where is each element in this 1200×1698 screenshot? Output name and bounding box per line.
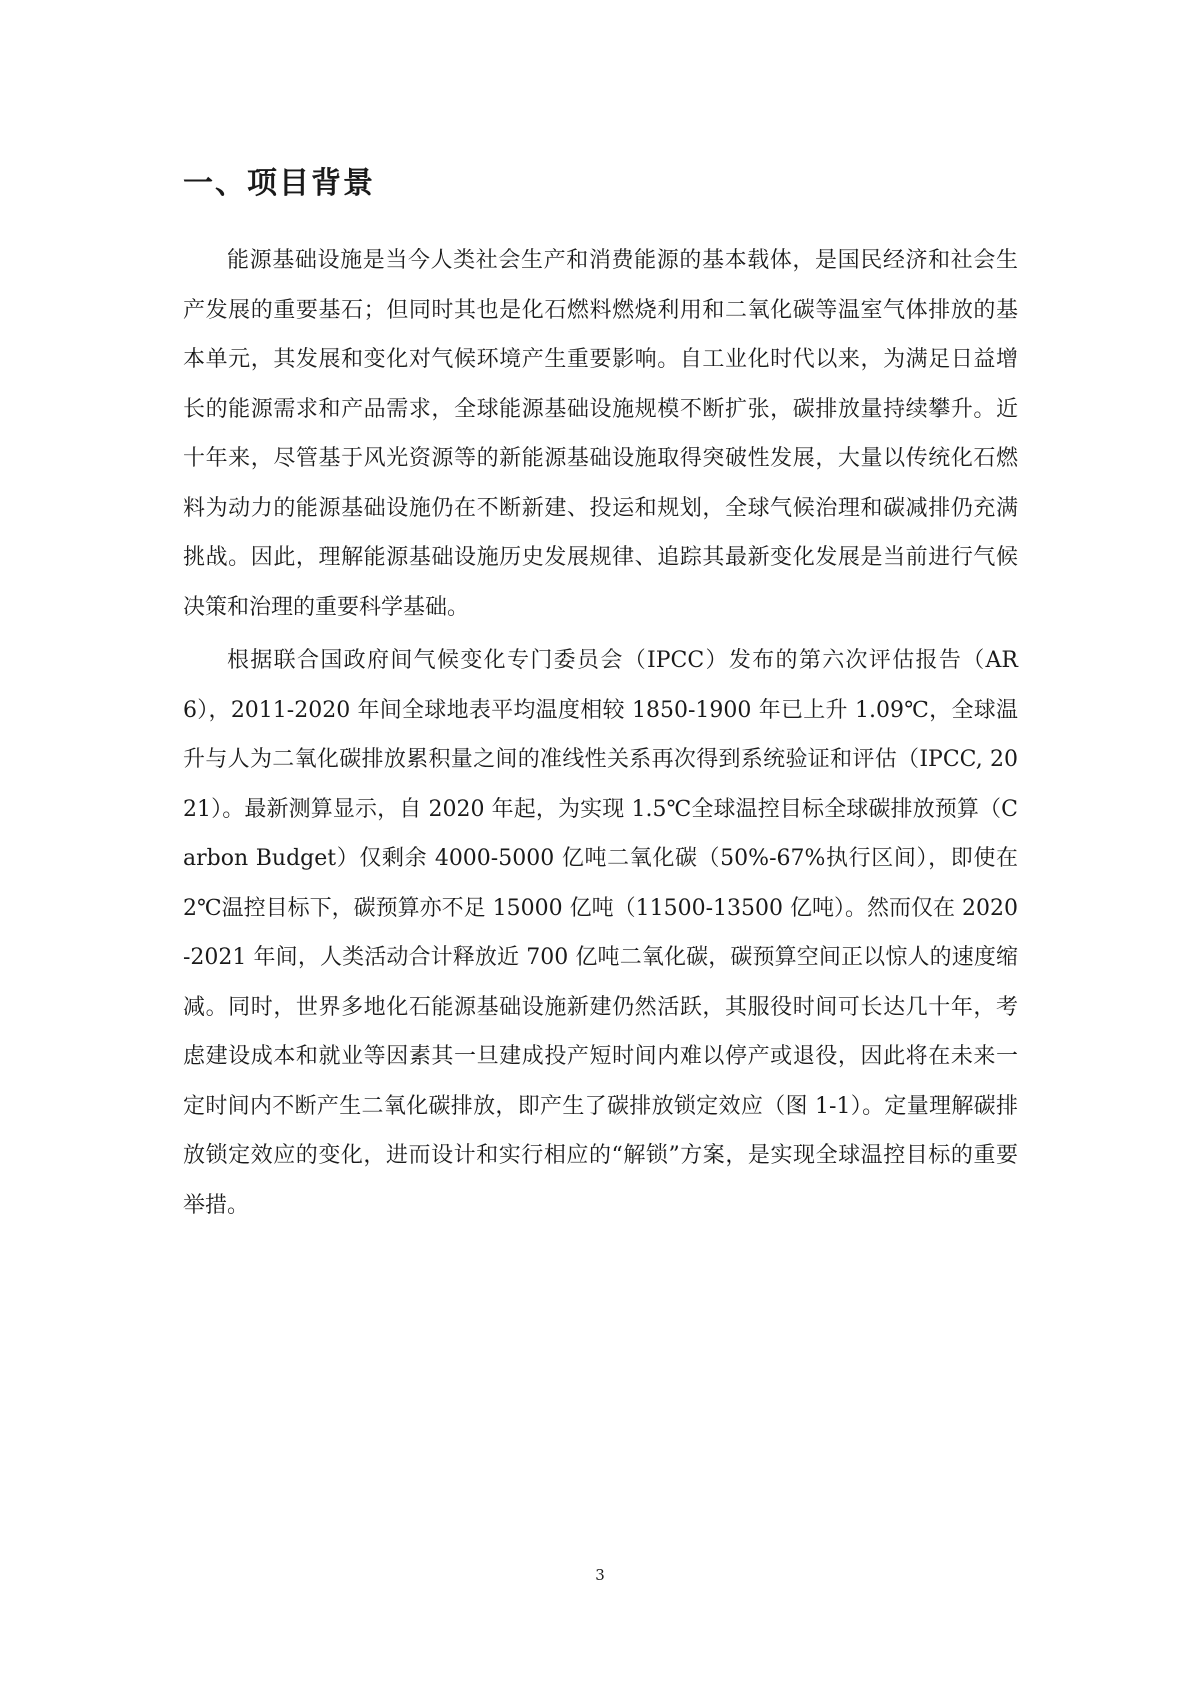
page-number: 3 (595, 1566, 605, 1584)
paragraph-energy-infrastructure: 能源基础设施是当今人类社会生产和消费能源的基本载体，是国民经济和社会生产发展的重要基石；但同时其也是化石燃料燃烧利用和二氧化碳等温室气体排放的基本单元，其发展和变化对气候环境产生重要影响。自工业化时代以来，为满足日益增长的能源需求和产品需求，全球能源基础设施规模不断扩张，碳排放量持续攀升。近十年来，尽管基于风光资源等的新能源基础设施取得突破性发展，大量以传统化石燃料为动力的能源基础设施仍在不断新建、投运和规划，全球气候治理和碳减排仍充满挑战。因此，理解能源基础设施历史发展规律、追踪其最新变化发展是当前进行气候决策和治理的重要科学基础。 (183, 248, 1018, 620)
body-text (183, 236, 1018, 1234)
section-heading: 一、项目背景 (183, 166, 375, 201)
paragraph-ipcc-carbon-budget: 根据联合国政府间气候变化专门委员会（IPCC）发布的第六次评估报告（AR6），2011-2020 年间全球地表平均温度相较 1850-1900 年已上升 1.09℃，全球温升与人为二氧化碳排放累积量之间的准线性关系再次得到系统验证和评估（IPCC, 2021）。最新测算显示，自 2020 年起，为实现 1.5℃全球温控目标全球碳排放预算（Carbon Budget）仅剩余 4000-5000 亿吨二氧化碳（50%-67%执行区间），即使在 2℃温控目标下，碳预算亦不足 15000 亿吨（11500-13500 亿吨）。然而仅在 2020-2021 年间，人类活动合计释放近 700 亿吨二氧化碳，碳预算空间正以惊人的速度缩减。同时，世界多地化石能源基础设施新建仍然活跃，其服役时间可长达几十年，考虑建设成本和就业等因素其一旦建成投产短时间内难以停产或退役，因此将在未来一定时间内不断产生二氧化碳排放，即产生了碳排放锁定效应（图 1-1）。定量理解碳排放锁定效应的变化，进而设计和实行相应的“解锁”方案，是实现全球温控目标的重要举措。 (183, 648, 1018, 1218)
